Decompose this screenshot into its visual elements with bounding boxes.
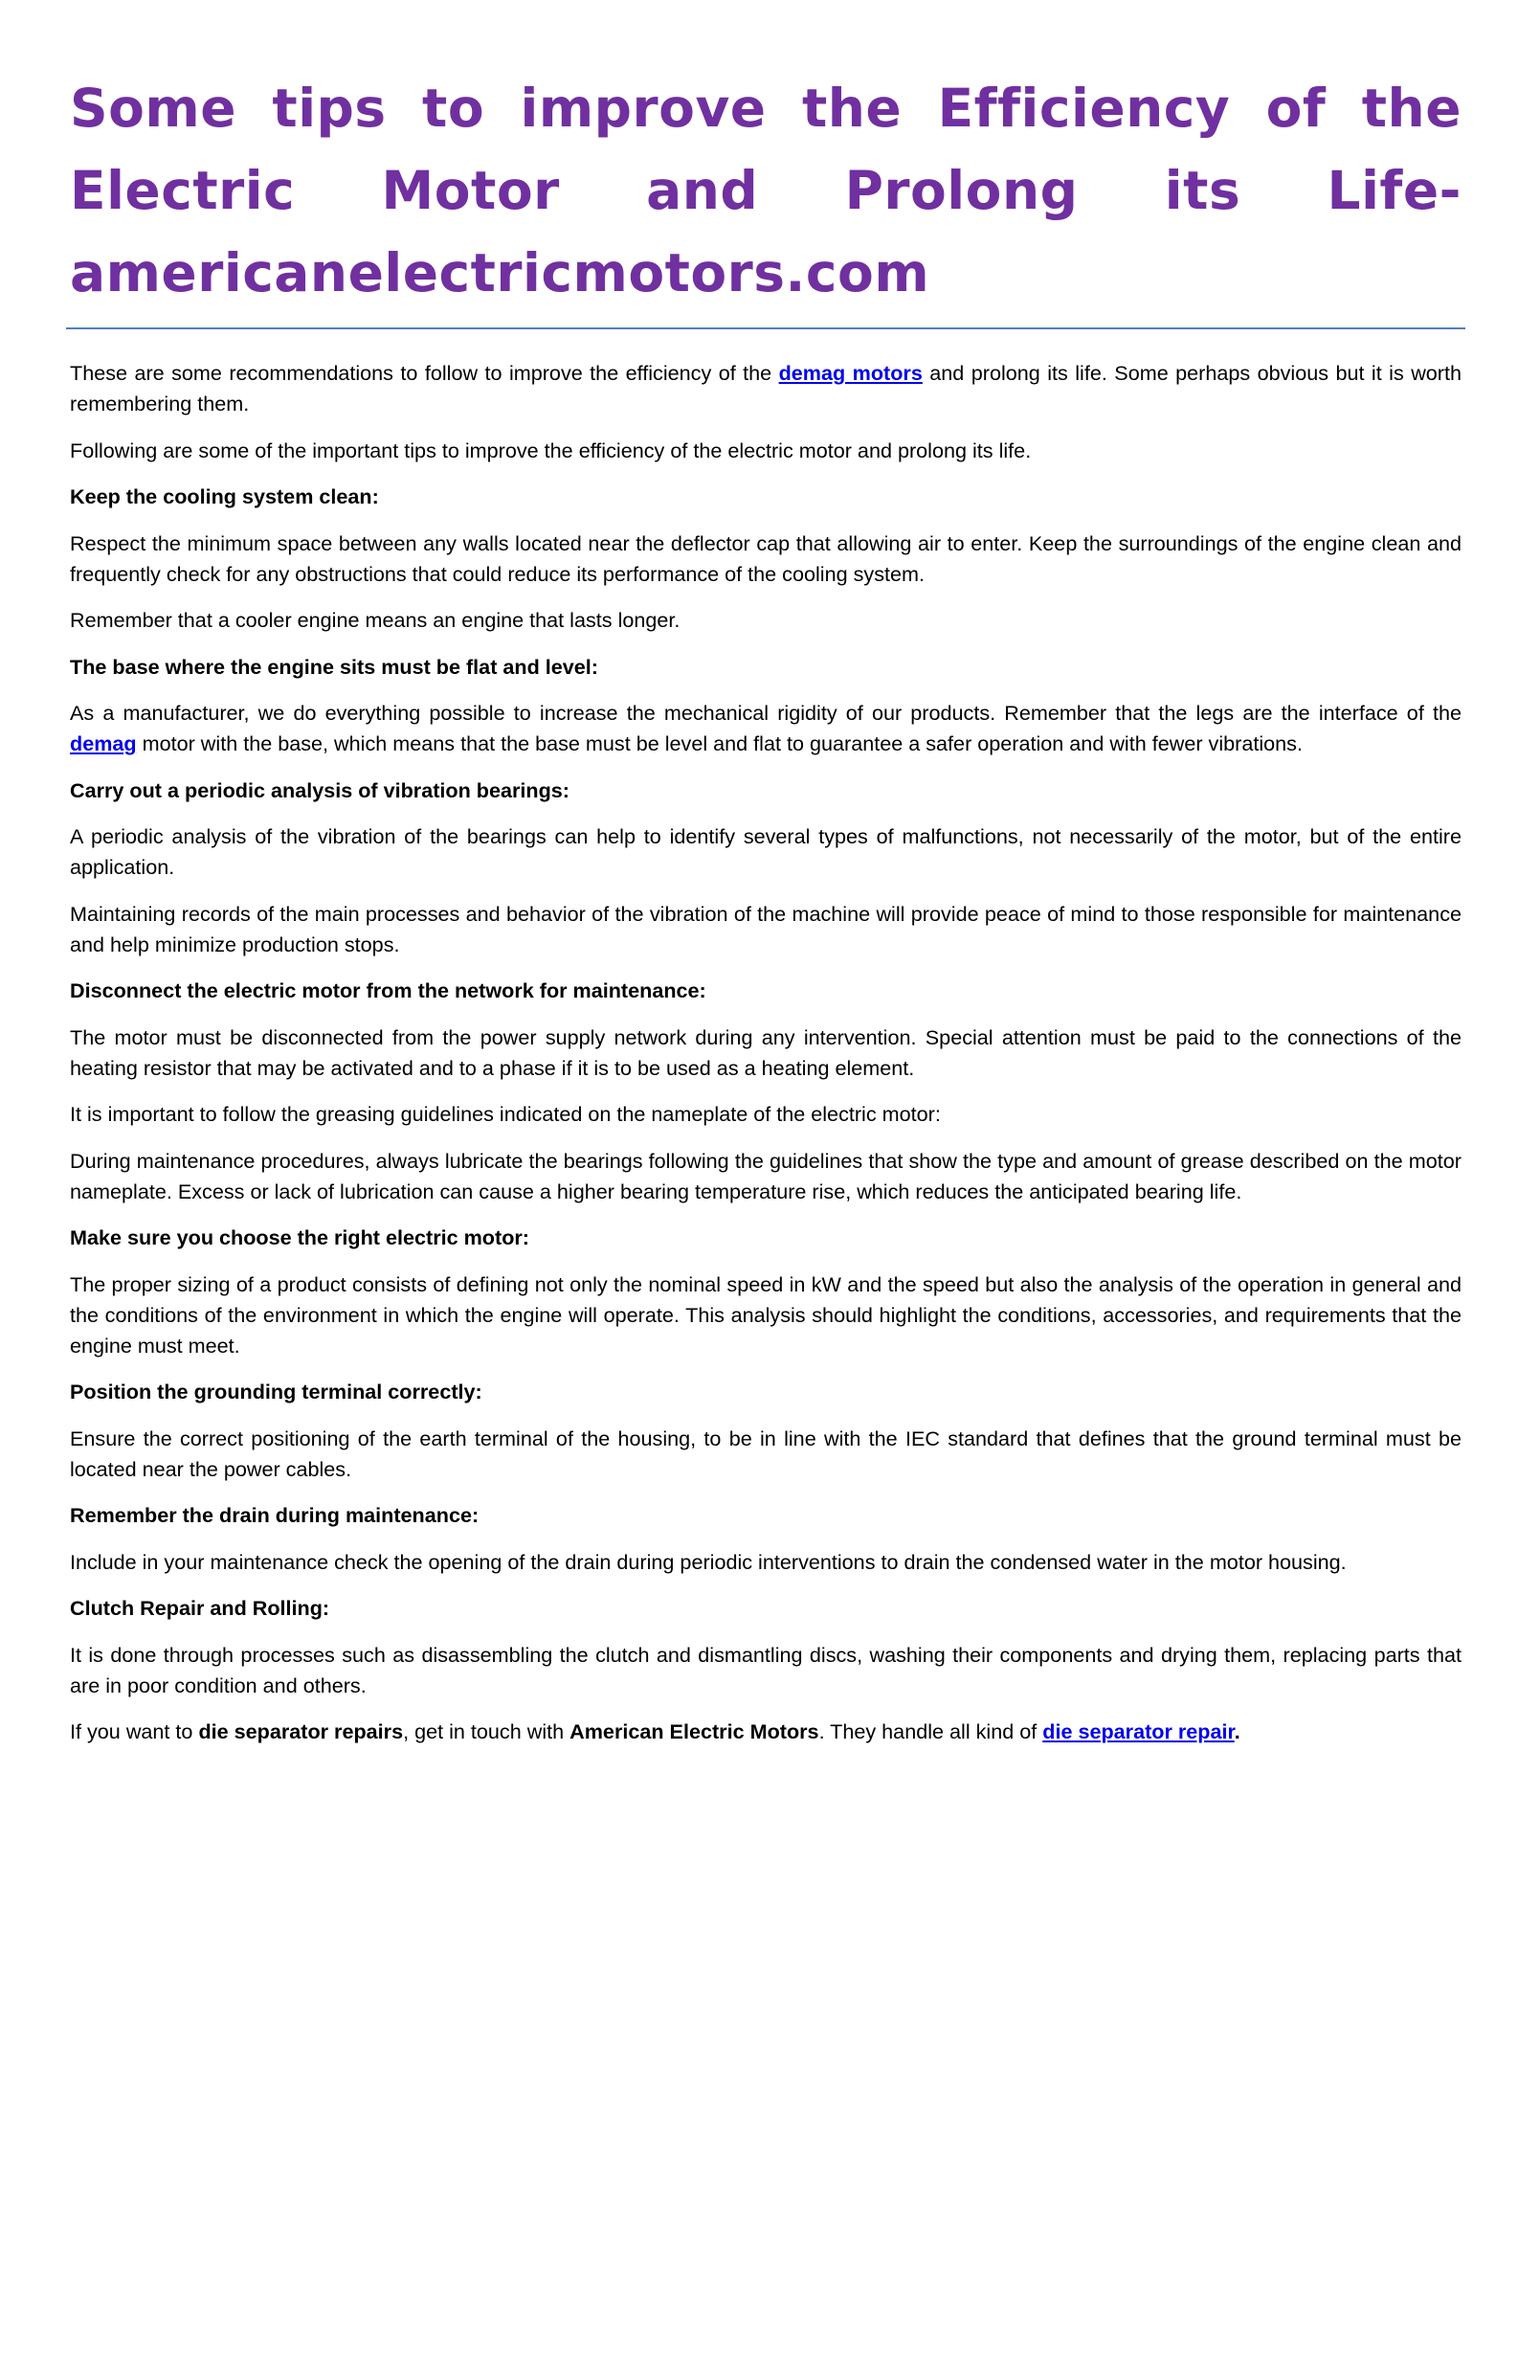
title-divider bbox=[66, 327, 1465, 329]
paragraph: Ensure the correct positioning of the earth terminal of the housing, to be in line with the IEC standard that defines that the ground terminal must be located near the power cables. bbox=[70, 1426, 1462, 1481]
intro-paragraph-2: Following are some of the important tips to improve the efficiency of the electric motor and prolong its life. bbox=[70, 438, 1032, 462]
article-body bbox=[70, 358, 1462, 1747]
paragraph: Maintaining records of the main processes and behavior of the vibration of the machine will provide peace of mind to those responsible for maintenance and help minimize production stops. bbox=[70, 901, 1462, 956]
paragraph: The motor must be disconnected from the power supply network during any intervention. Special attention must be paid to the connections of the heating resistor that may be activated and to a phase if it is to be used as a heating element. bbox=[70, 1024, 1462, 1080]
paragraph: A periodic analysis of the vibration of the bearings can help to identify several types of malfunctions, not necessarily of the motor, but of the entire application. bbox=[70, 824, 1462, 879]
intro-paragraph: These are some recommendations to follow to improve the efficiency of the demag motors and prolong its life. Some perhaps obvious but it is worth remembering them. bbox=[70, 361, 1462, 415]
paragraph: Respect the minimum space between any walls located near the deflector cap that allowing air to enter. Keep the surroundings of the engine clean and frequently check for any obstructions that could reduce its performance of the cooling system. bbox=[70, 530, 1462, 586]
paragraph: It is done through processes such as disassembling the clutch and dismantling discs, washing their components and drying them, replacing parts that are in poor condition and others. bbox=[70, 1642, 1462, 1697]
section-heading-drain: Remember the drain during maintenance: bbox=[70, 1503, 480, 1527]
paragraph: It is important to follow the greasing guidelines indicated on the nameplate of the electric motor: bbox=[70, 1102, 941, 1126]
die-separator-repair-link[interactable]: die separator repair bbox=[1042, 1719, 1235, 1743]
section-heading-grounding: Position the grounding terminal correctly: bbox=[70, 1380, 482, 1403]
section-heading-choose-motor: Make sure you choose the right electric motor: bbox=[70, 1225, 529, 1249]
demag-link[interactable]: demag bbox=[70, 731, 137, 755]
section-heading-disconnect: Disconnect the electric motor from the network for maintenance: bbox=[70, 978, 706, 1002]
closing-paragraph: If you want to die separator repairs, get in touch with American Electric Motors. They handle all kind of die separator repair. bbox=[70, 1719, 1240, 1743]
section-heading-clutch: Clutch Repair and Rolling: bbox=[70, 1596, 330, 1620]
paragraph: The proper sizing of a product consists of defining not only the nominal speed in kW and the speed but also the analysis of the operation in general and the conditions of the environment in which the engine will operate. This analysis should highlight the conditions, accessories, and requirements that the engine must meet. bbox=[70, 1271, 1462, 1358]
document-page bbox=[70, 67, 1462, 1763]
demag-motors-link[interactable]: demag motors bbox=[778, 361, 923, 385]
paragraph: During maintenance procedures, always lubricate the bearings following the guidelines that show the type and amount of grease described on the motor nameplate. Excess or lack of lubrication can cause a higher bearing temperature rise, which reduces the anticipated bearing life. bbox=[70, 1148, 1462, 1203]
paragraph: Remember that a cooler engine means an engine that lasts longer. bbox=[70, 608, 681, 632]
paragraph: Include in your maintenance check the opening of the drain during periodic interventions to drain the condensed water in the motor housing. bbox=[70, 1549, 1347, 1574]
section-heading-base: The base where the engine sits must be flat and level: bbox=[70, 654, 598, 679]
section-heading-cooling: Keep the cooling system clean: bbox=[70, 484, 379, 508]
paragraph: As a manufacturer, we do everything possible to increase the mechanical rigidity of our products. Remember that the legs are the interface of the demag motor with the base, which means that the base must be level and flat to guarantee a safer operation and with fewer vibrations. bbox=[70, 701, 1462, 755]
section-heading-vibration: Carry out a periodic analysis of vibration bearings: bbox=[70, 777, 569, 802]
page-title: Some tips to improve the Efficiency of the Electric Motor and Prolong its Life-americanelectricmotors.com bbox=[70, 78, 1462, 303]
